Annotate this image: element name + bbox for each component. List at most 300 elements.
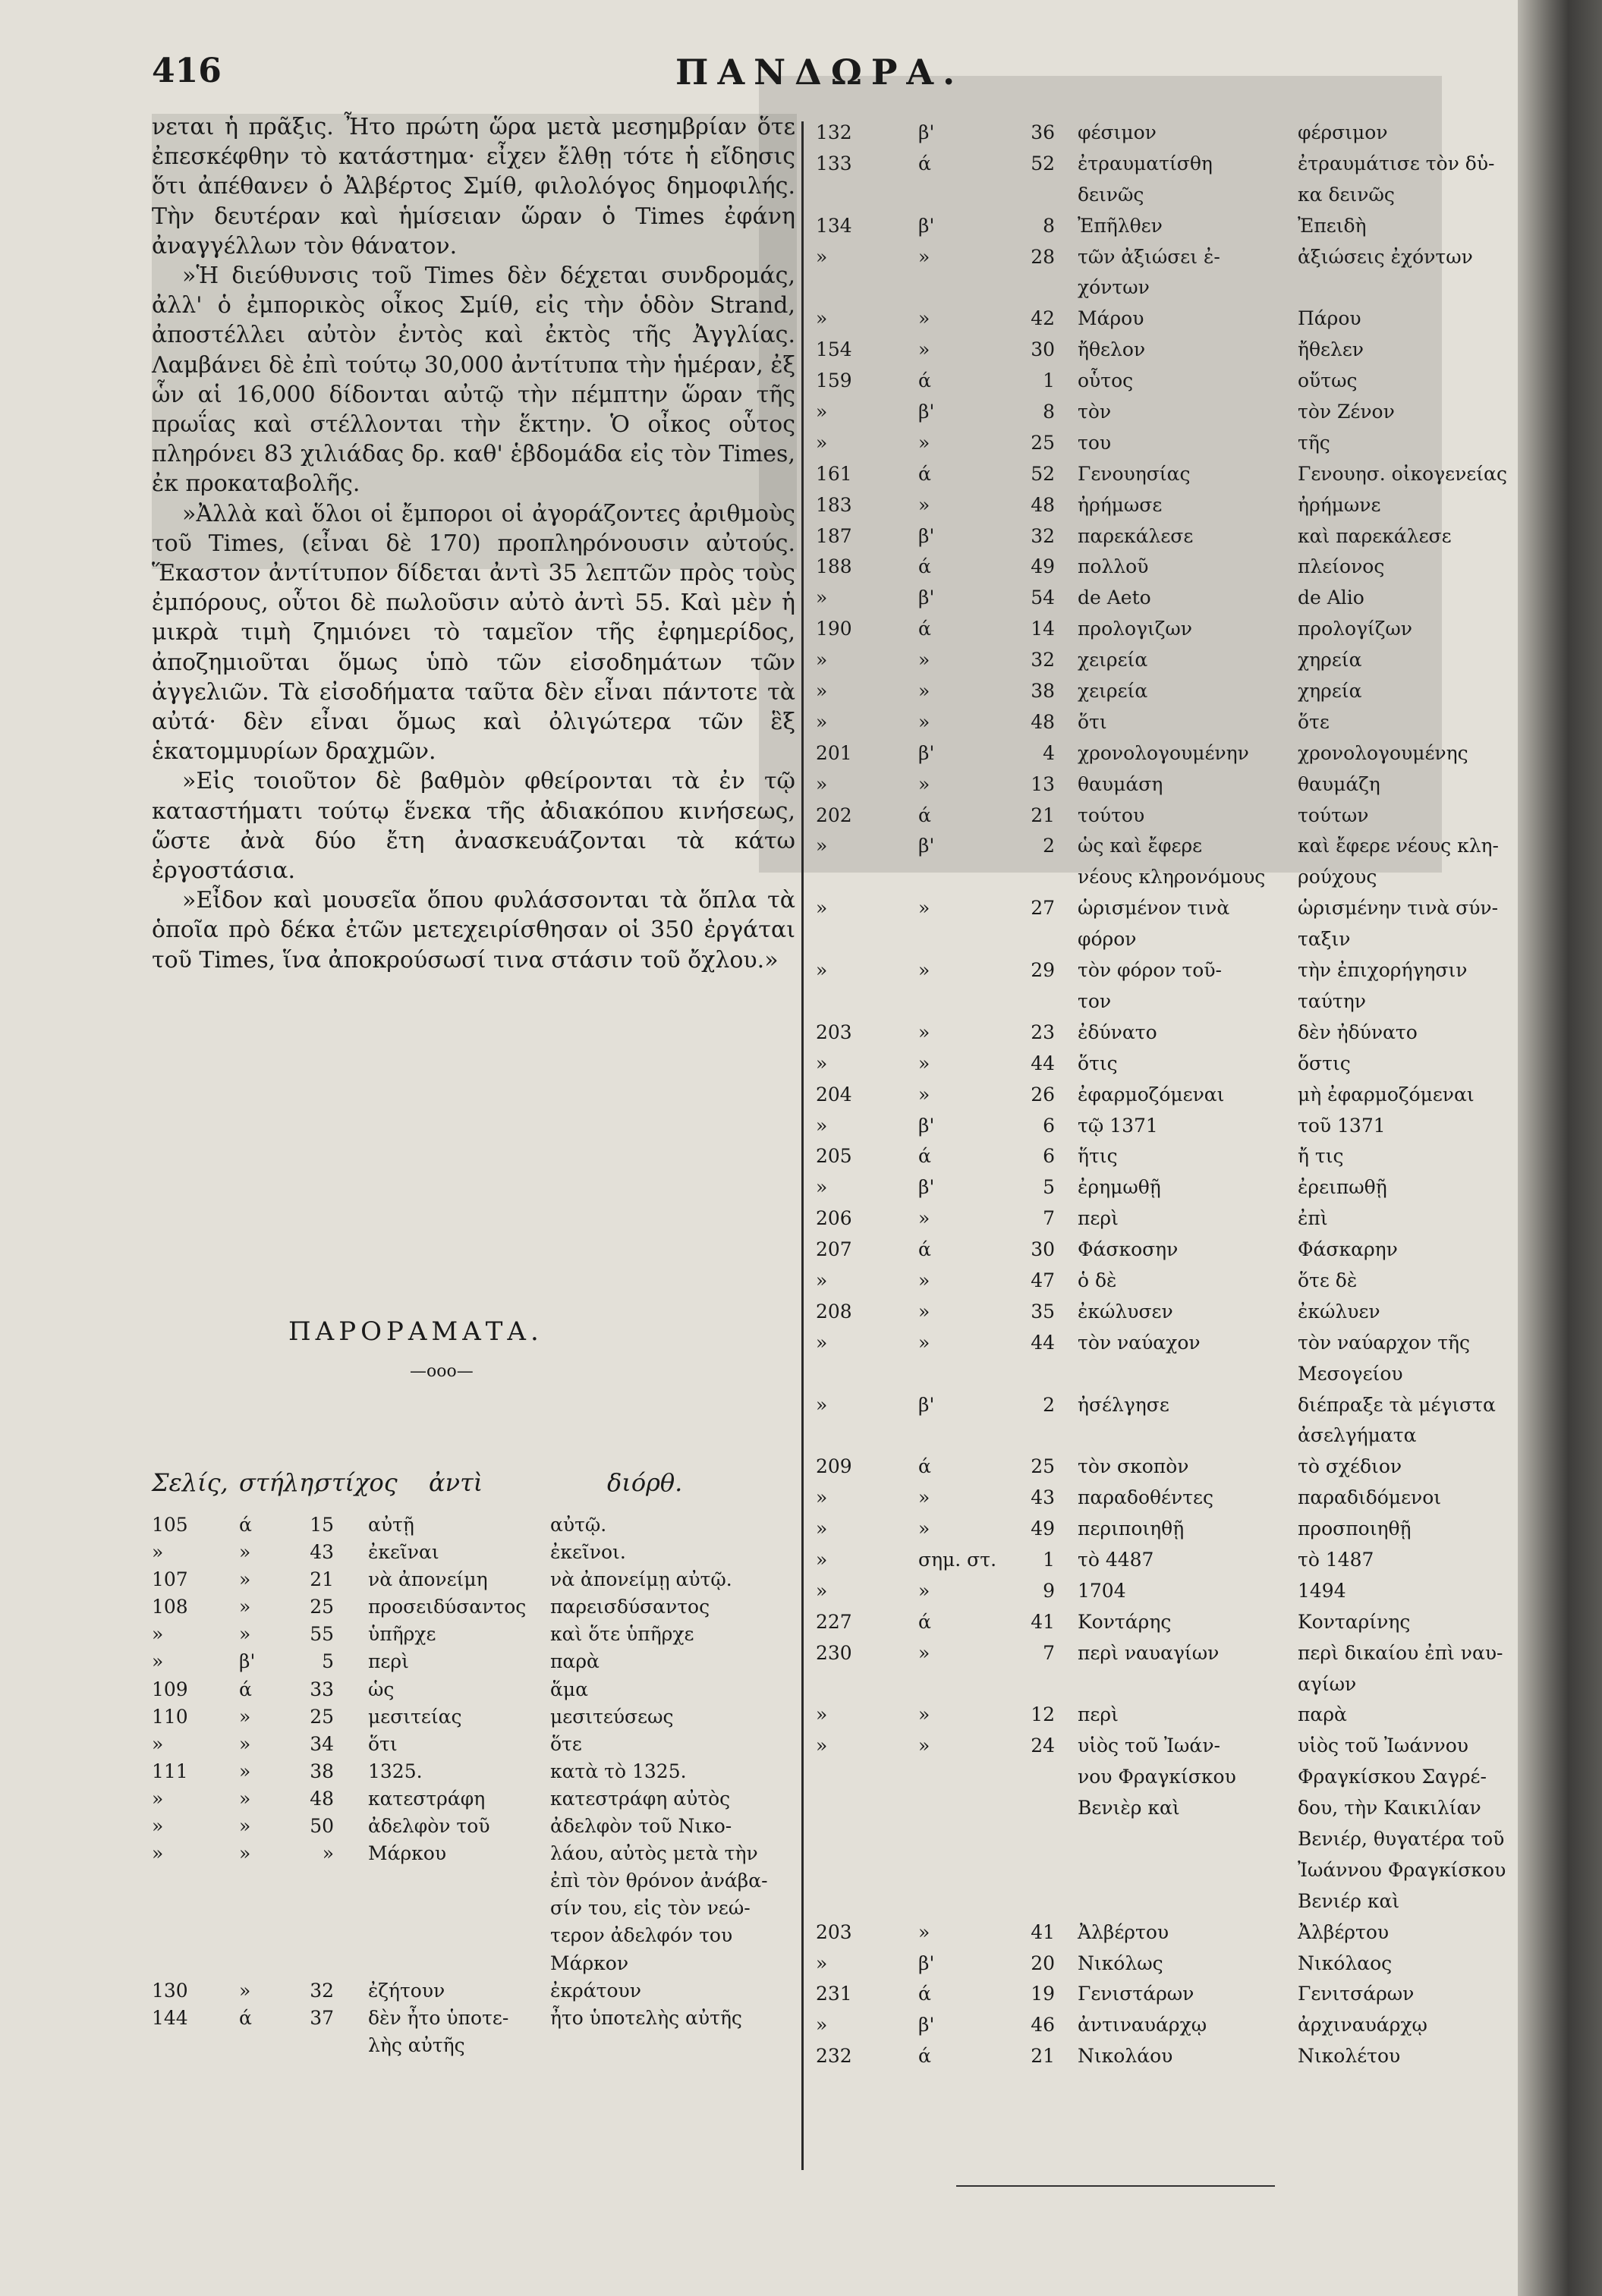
errata-column: » — [918, 338, 930, 361]
errata-title: ΠΑΡΟΡΑΜΑΤΑ. — [288, 1316, 543, 1347]
errata-column: ά — [918, 370, 931, 392]
header-line: στίχος — [315, 1468, 398, 1497]
errata-column: » — [918, 1518, 930, 1540]
errata-correction: πλείονος — [1298, 555, 1385, 578]
errata-row — [152, 1623, 797, 1650]
errata-column: β' — [918, 524, 935, 547]
errata-page: 206 — [816, 1207, 852, 1230]
errata-correction: τούτων — [1298, 804, 1369, 826]
errata-wrong: ἐδύνατο — [1078, 1021, 1157, 1043]
column-rule — [801, 121, 804, 2170]
errata-column: » — [918, 431, 930, 454]
errata-correction: παραδιδόμενοι — [1298, 1486, 1442, 1509]
errata-page: 207 — [816, 1238, 852, 1261]
errata-line: 8 — [1043, 214, 1055, 237]
errata-column: ά — [918, 555, 931, 578]
errata-row — [816, 432, 1499, 463]
errata-wrong: ὑπῆρχε — [368, 1623, 436, 1646]
page-header — [152, 52, 1366, 105]
errata-page: 201 — [816, 741, 852, 764]
errata-separator: —ooo— — [410, 1362, 474, 1381]
errata-correction: ἐκώλυεν — [1298, 1300, 1380, 1323]
errata-correction: ἀρχιναυάρχῳ — [1298, 2014, 1427, 2037]
journal-title: ΠΑΝΔΩΡΑ. — [675, 52, 965, 93]
errata-page: 209 — [816, 1455, 852, 1478]
errata-correction: τερον ἀδελφόν του — [550, 1924, 733, 1947]
errata-line: 44 — [1031, 1052, 1055, 1074]
errata-page: » — [816, 1952, 828, 1974]
errata-correction: κατὰ τὸ 1325. — [550, 1760, 687, 1782]
errata-column: ά — [239, 1514, 252, 1536]
errata-correction: Ἀλβέρτου — [1298, 1920, 1390, 1943]
errata-row — [816, 866, 1499, 897]
errata-correction: ἐκράτουν — [550, 1979, 641, 2002]
errata-line: 1 — [1043, 1548, 1055, 1571]
errata-row — [152, 1568, 797, 1596]
errata-wrong: νέους κληρονόμους — [1078, 866, 1266, 889]
errata-line: 38 — [1031, 680, 1055, 703]
errata-page: 144 — [152, 2006, 188, 2029]
errata-column: » — [918, 493, 930, 516]
errata-line: 25 — [1031, 431, 1055, 454]
errata-column: » — [918, 1300, 930, 1323]
errata-row — [816, 773, 1499, 804]
errata-wrong: περὶ — [368, 1650, 409, 1673]
errata-wrong: ἐτραυματίσθη — [1078, 152, 1213, 175]
errata-line: 1 — [1043, 370, 1055, 392]
errata-correction: τὸ σχέδιον — [1298, 1455, 1402, 1478]
errata-page: » — [816, 1269, 828, 1291]
errata-wrong: νὰ ἀπονείμη — [368, 1568, 488, 1591]
errata-wrong: Ἐπῆλθεν — [1078, 214, 1163, 237]
errata-correction: τὸν ναύαρχον τῆς — [1298, 1331, 1471, 1354]
errata-correction: ὡρισμένην τινὰ σύν- — [1298, 897, 1499, 920]
errata-page: » — [816, 1176, 828, 1199]
errata-line: 44 — [1031, 1331, 1055, 1354]
errata-wrong: περὶ ναυαγίων — [1078, 1641, 1220, 1664]
errata-line: 29 — [1031, 959, 1055, 982]
errata-wrong: χόντων — [1078, 276, 1150, 299]
errata-correction: χηρεία — [1298, 649, 1362, 672]
errata-wrong: Μάρου — [1078, 307, 1144, 330]
errata-row — [152, 1842, 797, 1870]
errata-correction: λάου, αὐτὸς μετὰ τὴν — [550, 1842, 758, 1865]
errata-wrong: τῷ 1371 — [1078, 1114, 1158, 1137]
errata-row — [816, 1858, 1506, 1890]
errata-column: ά — [918, 618, 931, 640]
errata-wrong: τὸν ναύαχον — [1078, 1331, 1201, 1354]
errata-column: β' — [239, 1650, 256, 1673]
errata-row — [816, 370, 1499, 401]
errata-column: β' — [918, 1176, 935, 1199]
errata-column: » — [239, 1842, 251, 1865]
errata-correction: ἀδελφὸν τοῦ Νικο- — [550, 1815, 732, 1838]
errata-row — [816, 1797, 1499, 1828]
errata-row — [816, 1332, 1499, 1363]
errata-page: » — [816, 649, 828, 672]
errata-correction: Γενουησ. οἰκογενείας — [1298, 462, 1507, 485]
errata-wrong: του — [1078, 431, 1112, 454]
errata-correction: ἅμα — [550, 1678, 589, 1700]
errata-column: ά — [918, 2045, 931, 2068]
errata-row — [816, 246, 1499, 277]
errata-page: » — [816, 1486, 828, 1509]
errata-correction: Μεσογείου — [1298, 1362, 1403, 1385]
errata-wrong: προσειδύσαντος — [368, 1596, 527, 1618]
errata-row — [152, 1897, 797, 1924]
errata-column: » — [918, 1052, 930, 1074]
errata-page: 230 — [816, 1641, 852, 1664]
errata-wrong: τούτου — [1078, 804, 1145, 826]
errata-wrong: νου Φραγκίσκου — [1078, 1766, 1236, 1788]
errata-row — [816, 1363, 1499, 1394]
errata-row — [816, 121, 1499, 153]
errata-row — [816, 338, 1499, 370]
errata-column: β' — [918, 1952, 935, 1974]
errata-correction: ὅτε — [1298, 710, 1330, 733]
errata-column: ά — [918, 1610, 931, 1633]
errata-column: » — [918, 1083, 930, 1106]
errata-row — [816, 184, 1499, 215]
errata-page: » — [816, 307, 828, 330]
errata-line: 26 — [1031, 1083, 1055, 1106]
errata-correction: 1494 — [1298, 1579, 1346, 1602]
errata-wrong: Ἀλβέρτου — [1078, 1920, 1169, 1943]
errata-wrong: Μάρκου — [368, 1842, 447, 1865]
header-page: Σελίς, — [152, 1468, 228, 1497]
errata-row — [152, 1788, 797, 1815]
errata-column: » — [918, 680, 930, 703]
errata-wrong: τὸν — [1078, 401, 1112, 423]
errata-line: 43 — [1031, 1486, 1055, 1509]
errata-wrong: τὸ 4487 — [1078, 1548, 1154, 1571]
errata-column: » — [918, 959, 930, 982]
errata-line: 2 — [1043, 1393, 1055, 1416]
errata-correction: ἦτο ὑποτελὴς αὐτῆς — [550, 2006, 742, 2029]
errata-line: 15 — [310, 1514, 334, 1536]
errata-wrong: τον — [1078, 989, 1112, 1012]
errata-correction: κατεστράφη αὐτὸς — [550, 1787, 731, 1810]
errata-page: » — [152, 1842, 164, 1865]
errata-page: » — [152, 1815, 164, 1838]
errata-page: 108 — [152, 1596, 188, 1618]
errata-line: 5 — [322, 1650, 334, 1673]
errata-page: » — [816, 1548, 828, 1571]
errata-wrong: Βενιὲρ καὶ — [1078, 1797, 1180, 1820]
errata-correction: Νικόλαος — [1298, 1952, 1393, 1974]
errata-correction: δου, τὴν Καικιλίαν — [1298, 1797, 1481, 1820]
errata-row — [816, 928, 1499, 959]
errata-row — [816, 1021, 1499, 1052]
errata-wrong: ἐρημωθῇ — [1078, 1176, 1161, 1199]
errata-line: 49 — [1031, 1518, 1055, 1540]
errata-column: » — [239, 1541, 251, 1564]
errata-wrong: ἠρήμωσε — [1078, 493, 1163, 516]
errata-row — [816, 1890, 1499, 1921]
errata-wrong: παραδοθέντες — [1078, 1486, 1213, 1509]
errata-row — [816, 276, 1499, 307]
errata-correction: νὰ ἀπονείμῃ αὐτῷ. — [550, 1568, 732, 1591]
errata-page: » — [816, 1579, 828, 1602]
errata-wrong: κατεστράφη — [368, 1787, 486, 1810]
errata-correction: Ἰωάννου Φραγκίσκου — [1298, 1858, 1506, 1881]
errata-page: 110 — [152, 1705, 188, 1728]
errata-column: σημ. στ. — [918, 1548, 997, 1571]
errata-column: β' — [918, 741, 935, 764]
errata-line: 48 — [310, 1787, 334, 1810]
errata-page: » — [816, 959, 828, 982]
errata-column: » — [918, 1641, 930, 1664]
errata-column: » — [918, 1703, 930, 1726]
errata-wrong: 1704 — [1078, 1579, 1126, 1602]
errata-column: » — [239, 1623, 251, 1646]
errata-page: » — [816, 680, 828, 703]
errata-row — [816, 742, 1499, 773]
article-paragraph: νεται ἡ πρᾶξις. Ἦτο πρώτη ὥρα μετὰ μεσημβρίαν ὅτε ἐπεσκέφθην τὸ κατάστημα· εἶχεν ἔλθῃ τότε ἡ εἴδησις ὅτι ἀπέθανεν ὁ Ἀλβέρτος Σμίθ, φιλολόγος δημοφιλής. Τὴν δευτέραν καὶ ἡμίσειαν ὥραν ὁ Times ἐφάνη ἀναγγέλλων τὸν θάνατον. — [152, 114, 795, 259]
errata-wrong: de Aeto — [1078, 587, 1151, 609]
errata-row — [816, 1703, 1499, 1735]
errata-line: 6 — [1043, 1114, 1055, 1137]
errata-row — [816, 401, 1499, 432]
errata-column: » — [918, 649, 930, 672]
errata-page: 109 — [152, 1678, 188, 1700]
errata-row — [152, 2007, 797, 2034]
errata-correction: ὅτε — [550, 1732, 582, 1755]
errata-page: 161 — [816, 462, 852, 485]
errata-line: 48 — [1031, 493, 1055, 516]
errata-line: 14 — [1031, 618, 1055, 640]
errata-wrong: χειρεία — [1078, 680, 1148, 703]
errata-line: 8 — [1043, 401, 1055, 423]
errata-wrong: ὡς καὶ ἔφερε — [1078, 835, 1203, 857]
errata-correction: μὴ ἐφαρμοζόμεναι — [1298, 1083, 1475, 1106]
errata-row — [816, 555, 1499, 587]
errata-row — [816, 494, 1499, 525]
errata-row — [816, 525, 1499, 556]
errata-table-left — [152, 1514, 797, 2062]
errata-page: » — [816, 897, 828, 920]
errata-correction: τοῦ 1371 — [1298, 1114, 1386, 1137]
errata-correction: ἤ τις — [1298, 1145, 1344, 1168]
errata-column: » — [918, 772, 930, 795]
errata-column: ά — [239, 2006, 252, 2029]
errata-column: ά — [918, 1983, 931, 2005]
errata-line: 24 — [1031, 1735, 1055, 1757]
errata-wrong: μεσιτείας — [368, 1705, 462, 1728]
errata-page: » — [816, 1331, 828, 1354]
errata-row — [816, 1238, 1499, 1269]
errata-column: » — [239, 1596, 251, 1618]
errata-page: » — [816, 2014, 828, 2037]
errata-row — [816, 307, 1499, 338]
errata-row — [816, 1983, 1499, 2014]
errata-line: 32 — [1031, 524, 1055, 547]
errata-row — [816, 153, 1499, 184]
errata-wrong: Νικολάου — [1078, 2045, 1173, 2068]
errata-wrong: τὸν φόρον τοῦ- — [1078, 959, 1223, 982]
article-paragraph: »Ἀλλὰ καὶ ὅλοι οἱ ἔμποροι οἱ ἀγοράζοντες ἀριθμοὺς τοῦ Times, (εἶναι δὲ 170) προπληρόνουσιν αὐτούς. Ἕκαστον ἀντίτυπον δίδεται ἀντὶ 35 λεπτῶν πρὸς τοὺς ἐμπόρους, οὗτοι δὲ πωλοῦσιν αὐτὸ ἀντὶ 55. Καὶ μὲν ἡ μικρὰ τιμὴ ζημιόνει τὸ ταμεῖον τῆς ἐφημερίδος, ἀποζημιοῦται ὅμως ὑπὸ τῶν εἰσοδημάτων τῶν ἀγγελιῶν. Τὰ εἰσοδήματα ταῦτα δὲν εἶναι πάντοτε τὰ αὐτά· δὲν εἶναι ὅμως καὶ ὀλιγώτερα τῶν ἓξ ἑκατομμυρίων δραχμῶν. — [152, 500, 795, 766]
errata-line: 50 — [310, 1815, 334, 1838]
errata-line: 30 — [1031, 338, 1055, 361]
errata-wrong: φόρον — [1078, 928, 1137, 951]
errata-column: ά — [918, 1238, 931, 1261]
errata-column: β' — [918, 835, 935, 857]
errata-row — [816, 1084, 1499, 1115]
errata-column: » — [918, 1269, 930, 1291]
errata-correction: ἐτραυμάτισε τὸν δὑ- — [1298, 152, 1495, 175]
errata-page: 154 — [816, 338, 852, 361]
errata-page: 105 — [152, 1514, 188, 1536]
errata-page: 231 — [816, 1983, 852, 2005]
errata-column: » — [918, 1579, 930, 1602]
errata-column: » — [918, 307, 930, 330]
errata-correction: Κονταρίνης — [1298, 1610, 1411, 1633]
errata-line: 20 — [1031, 1952, 1055, 1974]
errata-correction: φέρσιμον — [1298, 121, 1388, 143]
errata-line: 12 — [1031, 1703, 1055, 1726]
errata-correction: προσποιηθῇ — [1298, 1518, 1412, 1540]
errata-row — [816, 1921, 1499, 1952]
errata-correction: Πάρου — [1298, 307, 1361, 330]
errata-wrong: ὁ δὲ — [1078, 1269, 1117, 1291]
errata-column: » — [918, 1331, 930, 1354]
errata-line: 4 — [1043, 741, 1055, 764]
errata-wrong: δεινῶς — [1078, 183, 1144, 206]
errata-line: 34 — [310, 1732, 334, 1755]
errata-wrong: λὴς αὐτῆς — [368, 2033, 465, 2056]
errata-correction: Νικολέτου — [1298, 2045, 1401, 2068]
errata-correction: ἀσελγήματα — [1298, 1424, 1417, 1447]
errata-column: » — [918, 1920, 930, 1943]
errata-row — [816, 1549, 1499, 1580]
errata-row — [816, 835, 1499, 866]
errata-correction: de Alio — [1298, 587, 1364, 609]
errata-row — [152, 1815, 797, 1842]
errata-column: β' — [918, 587, 935, 609]
errata-row — [152, 1760, 797, 1788]
errata-wrong: περιποιηθῇ — [1078, 1518, 1185, 1540]
errata-line: 9 — [1043, 1579, 1055, 1602]
errata-wrong: Γενουησίας — [1078, 462, 1191, 485]
errata-correction: ἐπὶ — [1298, 1207, 1328, 1230]
errata-wrong: Κοντάρης — [1078, 1610, 1172, 1633]
errata-correction: παρεισδύσαντος — [550, 1596, 710, 1618]
errata-wrong: ὅτι — [368, 1732, 398, 1755]
errata-row — [816, 1486, 1499, 1518]
errata-column: » — [918, 1486, 930, 1509]
errata-correction: ὅστις — [1298, 1052, 1351, 1074]
errata-row — [152, 1541, 797, 1568]
errata-wrong: περὶ — [1078, 1207, 1119, 1230]
errata-line: 27 — [1031, 897, 1055, 920]
errata-wrong: πολλοῦ — [1078, 555, 1149, 578]
errata-line: 41 — [1031, 1610, 1055, 1633]
errata-correction: καὶ ὅτε ὑπῆρχε — [550, 1623, 694, 1646]
errata-row — [816, 680, 1499, 711]
errata-column: β' — [918, 214, 935, 237]
errata-row — [816, 1580, 1499, 1611]
errata-column: ά — [918, 1455, 931, 1478]
errata-correction: θαυμάζη — [1298, 772, 1380, 795]
errata-wrong: περὶ — [1078, 1703, 1119, 1726]
errata-wrong: αὐτῇ — [368, 1514, 414, 1536]
errata-column: » — [239, 1815, 251, 1838]
errata-correction: διέπραξε τὰ μέγιστα — [1298, 1393, 1496, 1416]
errata-line: 32 — [310, 1979, 334, 2002]
errata-line: 7 — [1043, 1207, 1055, 1230]
errata-row — [816, 2014, 1499, 2045]
errata-table-right — [816, 121, 1507, 2076]
errata-page: » — [152, 1732, 164, 1755]
errata-line: 52 — [1031, 462, 1055, 485]
errata-row — [816, 1394, 1499, 1425]
errata-page: 190 — [816, 618, 852, 640]
errata-correction: ἠρήμωνε — [1298, 493, 1381, 516]
errata-column: β' — [918, 1114, 935, 1137]
errata-correction: παρὰ — [1298, 1703, 1347, 1726]
errata-row — [152, 1650, 797, 1678]
errata-column: ά — [918, 804, 931, 826]
errata-correction: μεσιτεύσεως — [550, 1705, 674, 1728]
errata-column: » — [918, 245, 930, 268]
errata-page: » — [816, 587, 828, 609]
errata-row — [816, 1207, 1499, 1238]
errata-row — [152, 1678, 797, 1706]
errata-wrong: τὸν σκοπὸν — [1078, 1455, 1189, 1478]
article-paragraph: »Εἶδον καὶ μουσεῖα ὅπου φυλάσσονται τὰ ὅπλα τὰ ὁποῖα πρὸ δέκα ἐτῶν μετεχειρίσθησαν οἱ 350 ἐργάται τοῦ Times, ἵνα ἀποκρούσωσί τινα στάσιν τοῦ ὄχλου.» — [152, 887, 795, 973]
errata-row — [816, 1176, 1499, 1207]
errata-correction: οὕτως — [1298, 370, 1358, 392]
errata-line: 49 — [1031, 555, 1055, 578]
errata-line: 23 — [1031, 1021, 1055, 1043]
errata-correction: αὐτῷ. — [550, 1514, 607, 1536]
errata-page: 107 — [152, 1568, 188, 1591]
errata-row — [152, 1952, 797, 1980]
errata-column: ά — [918, 152, 931, 175]
page-number: 416 — [152, 52, 222, 90]
errata-wrong: φέσιμον — [1078, 121, 1157, 143]
errata-correction: ἐκεῖνοι. — [550, 1541, 626, 1564]
errata-wrong: 1325. — [368, 1760, 423, 1782]
errata-row — [816, 1052, 1499, 1084]
errata-row — [816, 897, 1499, 928]
errata-line: 7 — [1043, 1641, 1055, 1664]
errata-line: 5 — [1043, 1176, 1055, 1199]
errata-wrong: προλογιζων — [1078, 618, 1192, 640]
errata-wrong: ἤθελον — [1078, 338, 1146, 361]
errata-page: 203 — [816, 1021, 852, 1043]
errata-correction: Φραγκίσκου Σαγρέ- — [1298, 1766, 1487, 1788]
errata-correction: ἐρειπωθῇ — [1298, 1176, 1387, 1199]
errata-page: » — [816, 1114, 828, 1137]
errata-row — [152, 1514, 797, 1541]
errata-line: 33 — [310, 1678, 334, 1700]
errata-line: 2 — [1043, 835, 1055, 857]
errata-wrong: ἥτις — [1078, 1145, 1118, 1168]
errata-row — [816, 1735, 1499, 1766]
errata-row — [816, 1145, 1499, 1176]
errata-column: » — [239, 1568, 251, 1591]
errata-correction: Βενιέρ καὶ — [1298, 1889, 1400, 1912]
errata-line: 30 — [1031, 1238, 1055, 1261]
errata-column: » — [918, 1021, 930, 1043]
errata-page: » — [816, 1735, 828, 1757]
errata-row — [152, 1733, 797, 1760]
errata-correction: περὶ δικαίου ἐπὶ ναυ- — [1298, 1641, 1503, 1664]
errata-row — [816, 1952, 1499, 1983]
errata-wrong: ἐζήτουν — [368, 1979, 445, 2002]
errata-row — [816, 1301, 1499, 1332]
